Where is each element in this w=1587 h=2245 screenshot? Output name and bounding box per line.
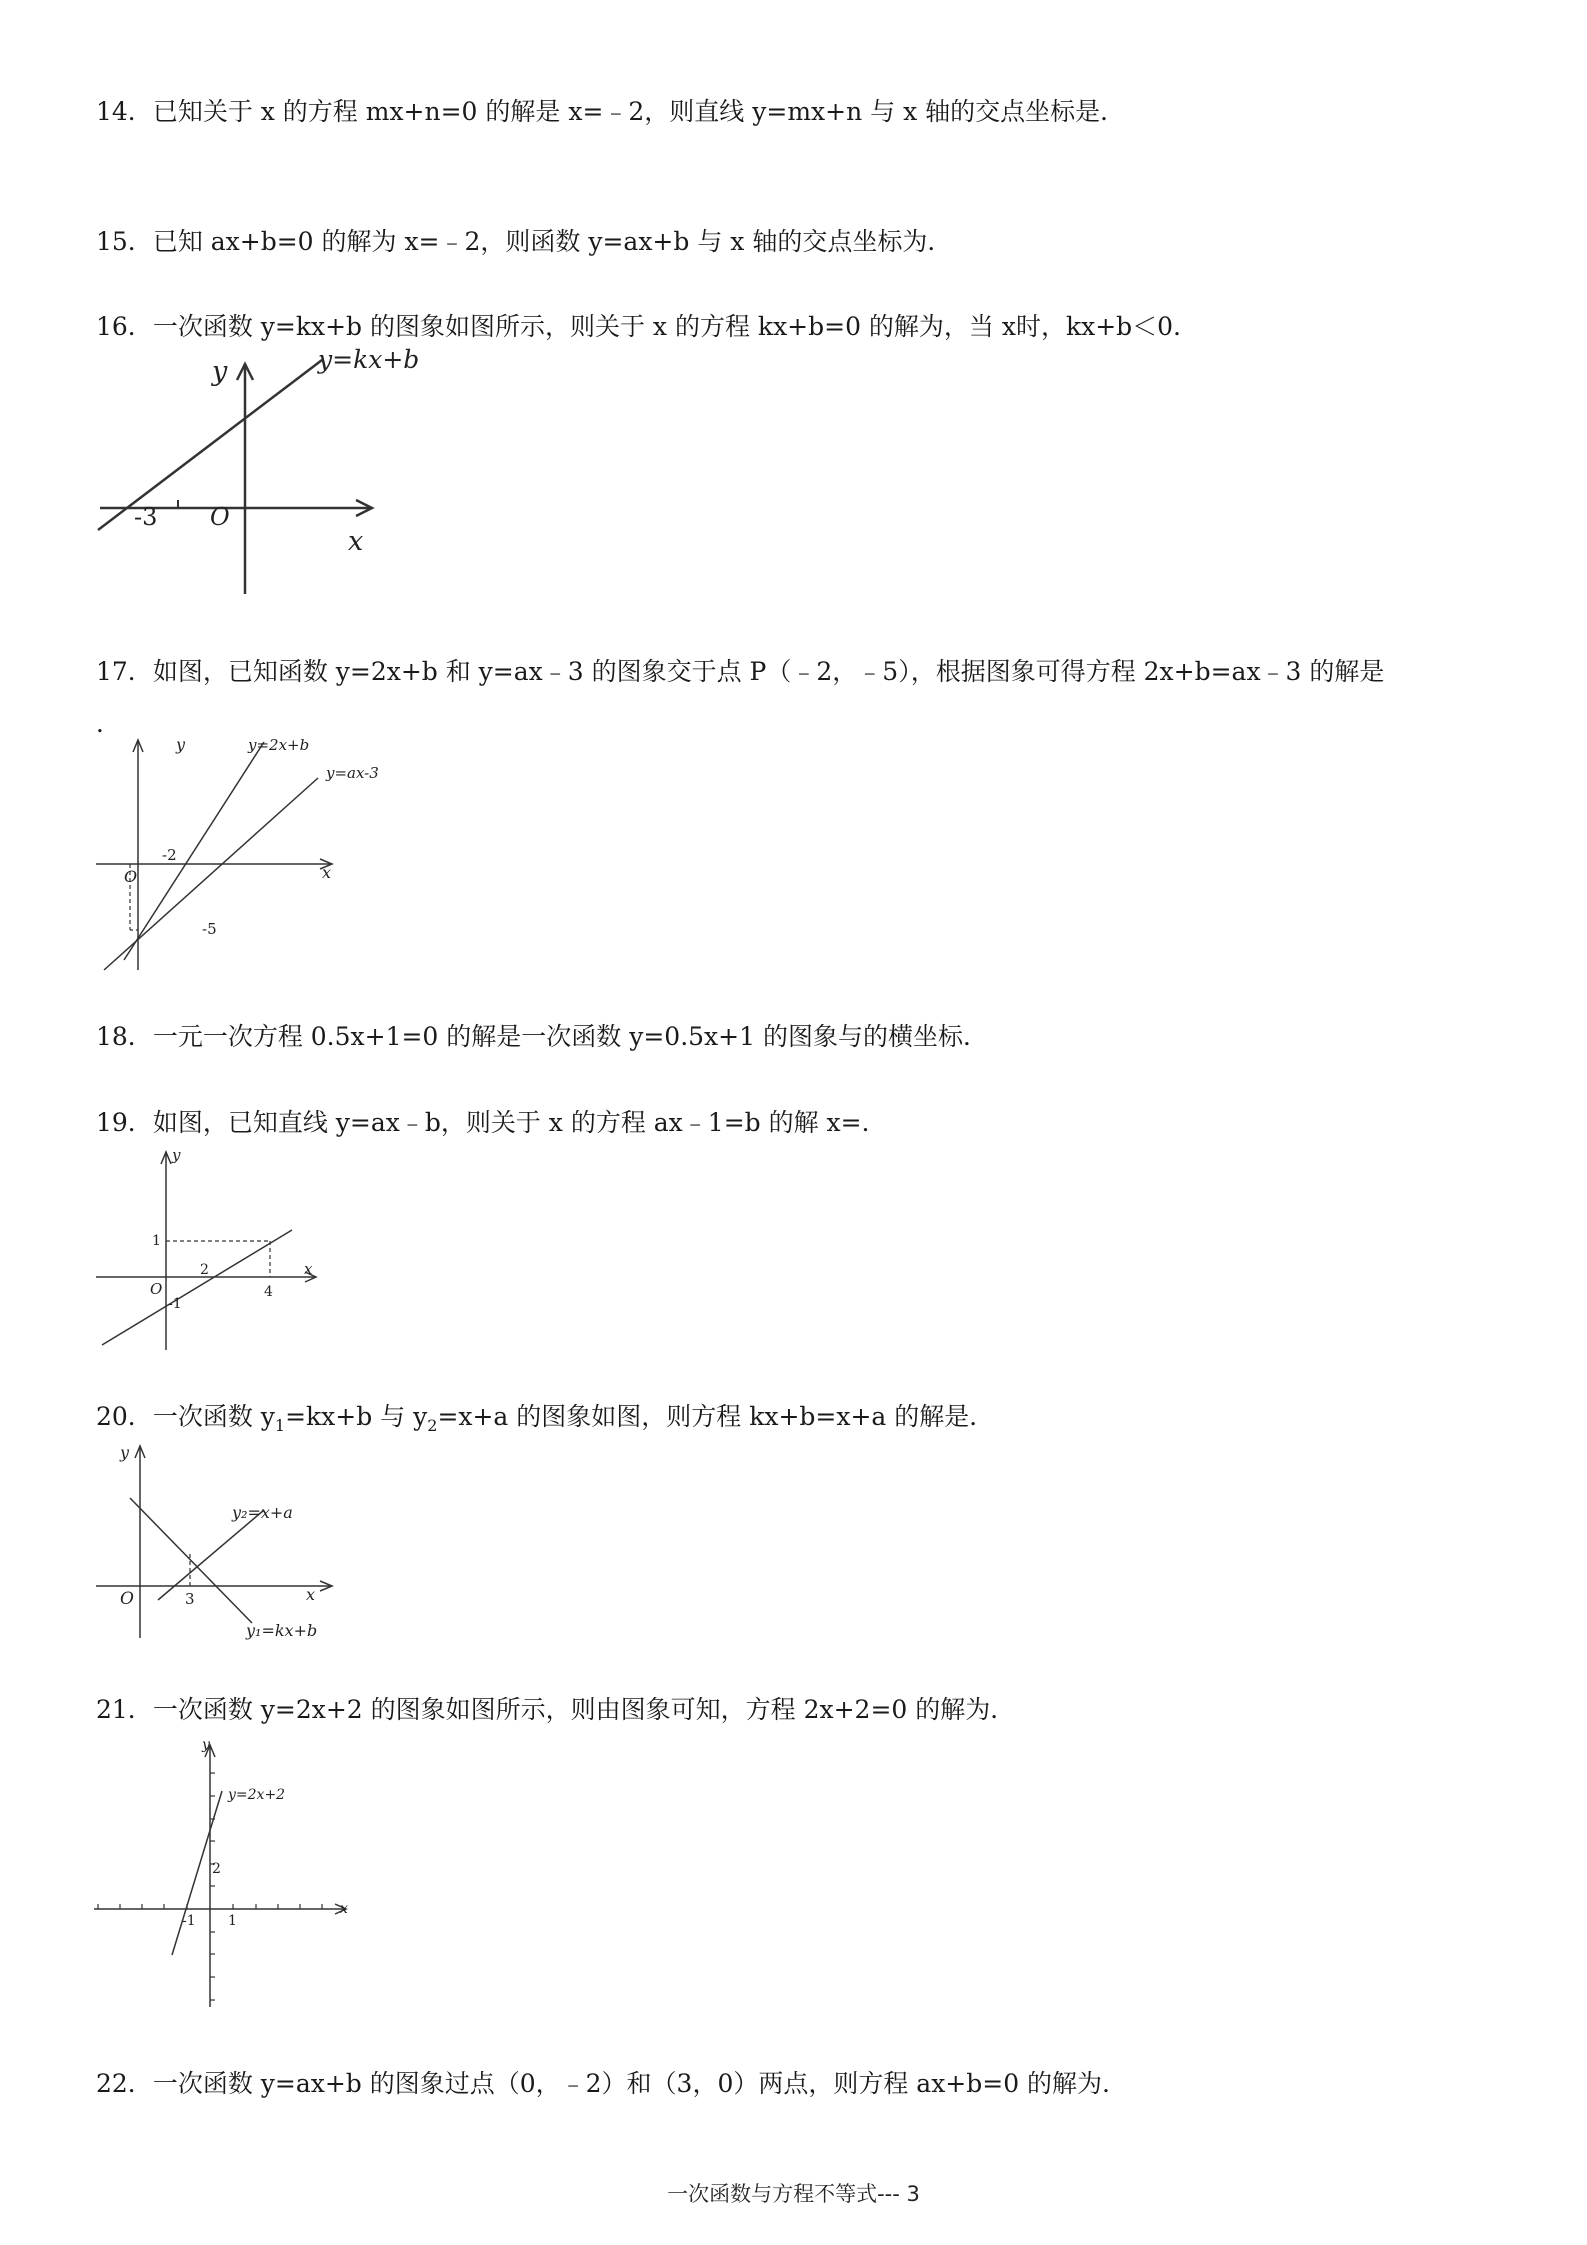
y-label: y bbox=[176, 735, 186, 754]
tick-label: -3 bbox=[134, 503, 158, 531]
question-number: 14． bbox=[96, 97, 153, 126]
tick-minus1-label: -1 bbox=[168, 1296, 182, 1312]
question-number: 19． bbox=[96, 1108, 153, 1137]
figure-21 bbox=[90, 1735, 370, 2015]
tick-x-label: -2 bbox=[162, 846, 177, 864]
y-label: y bbox=[172, 1146, 181, 1164]
question-text: 一元一次方程 0.5x+1=0 的解是一次函数 y=0.5x+1 的图象与 bbox=[152, 1022, 863, 1051]
question-18: 18．一元一次方程 0.5x+1=0 的解是一次函数 y=0.5x+1 的图象与的横坐标． bbox=[96, 1022, 988, 1051]
question-number: 16． bbox=[96, 312, 153, 341]
question-number: 15． bbox=[96, 227, 153, 256]
x-label: x bbox=[340, 1901, 348, 1917]
question-text: 如图，已知直线 y=ax﹣b，则关于 x 的方程 ax﹣1=b 的解 x= bbox=[152, 1108, 862, 1137]
question-19: 19．如图，已知直线 y=ax﹣b，则关于 x 的方程 ax﹣1=b 的解 x=． bbox=[96, 1108, 887, 1137]
question-text: 已知关于 x 的方程 mx+n=0 的解是 x=﹣2，则直线 y=mx+n 与 x 轴的交点坐标是 bbox=[152, 97, 1101, 126]
x-label: x bbox=[348, 526, 364, 557]
x-label: x bbox=[306, 1585, 316, 1604]
y-label: y bbox=[120, 1443, 130, 1462]
line-label: y=2x+2 bbox=[228, 1787, 286, 1803]
x-label: x bbox=[304, 1260, 313, 1278]
line2-label: y₂=x+a bbox=[232, 1503, 293, 1522]
origin-label: O bbox=[210, 503, 230, 531]
tick-1-label: 1 bbox=[228, 1913, 237, 1929]
question-15: 15．已知 ax+b=0 的解为 x=﹣2，则函数 y=ax+b 与 x 轴的交点坐标为． bbox=[96, 227, 953, 256]
question-21: 21．一次函数 y=2x+2 的图象如图所示，则由图象可知，方程 2x+2=0 的解为． bbox=[96, 1695, 1016, 1724]
tick-3-label: 3 bbox=[185, 1590, 195, 1608]
question-17: 17．如图，已知函数 y=2x+b 和 y=ax﹣3 的图象交于点 P（﹣2，﹣5），根据图象可得方程 2x+b=ax﹣3 的解是 ． bbox=[96, 657, 1385, 738]
tick-2-label: 2 bbox=[212, 1861, 221, 1877]
question-text: 如图，已知函数 y=2x+b 和 y=ax﹣3 的图象交于点 P（﹣2，﹣5），根据图象可得方程 2x+b=ax﹣3 的解是 bbox=[152, 657, 1385, 686]
question-number: 21． bbox=[96, 1695, 153, 1724]
question-number: 22． bbox=[96, 2069, 153, 2098]
question-text: 一次函数 y=kx+b 的图象如图所示，则关于 x 的方程 kx+b=0 的解为 bbox=[152, 312, 944, 341]
question-number: 17． bbox=[96, 657, 153, 686]
x-label: x bbox=[322, 863, 332, 882]
question-20: 20．一次函数 $y_1=kx+b$ 与 $y_2=x+a$ 的图象如图，则方程 kx+b=x+a 的解是． bbox=[96, 1402, 995, 1435]
question-16: 16．一次函数 y=kx+b 的图象如图所示，则关于 x 的方程 kx+b=0 的解为，当 x时，kx+b＜0． bbox=[96, 312, 1199, 341]
question-number: 18． bbox=[96, 1022, 153, 1051]
question-text: 已知 ax+b=0 的解为 x=﹣2，则函数 y=ax+b 与 x 轴的交点坐标为 bbox=[152, 227, 928, 256]
figure-19 bbox=[90, 1144, 410, 1364]
line-label: y=kx+b bbox=[318, 345, 420, 374]
line1-label: y₁=kx+b bbox=[246, 1621, 318, 1640]
y-label: y bbox=[212, 356, 228, 387]
origin-label: O bbox=[120, 1589, 134, 1609]
figure-16 bbox=[90, 345, 430, 600]
figure-20 bbox=[90, 1438, 410, 1648]
question-22: 22．一次函数 y=ax+b 的图象过点（0，﹣2）和（3，0）两点，则方程 ax+b=0 的解为． bbox=[96, 2069, 1128, 2098]
line1-label: y=2x+b bbox=[248, 736, 310, 754]
y-label: y bbox=[202, 1737, 210, 1753]
tick-minus1-label: -1 bbox=[182, 1913, 196, 1929]
origin-label: O bbox=[124, 867, 138, 886]
origin-label: O bbox=[150, 1280, 163, 1298]
tick-2-label: 2 bbox=[200, 1262, 209, 1278]
question-number: 20． bbox=[96, 1402, 153, 1431]
tick-4-label: 4 bbox=[264, 1284, 273, 1300]
line-2x-b bbox=[124, 742, 264, 960]
page-footer: 一次函数与方程不等式--- 3 bbox=[667, 2182, 920, 2206]
figure-17 bbox=[90, 730, 410, 980]
tick-y-label: -5 bbox=[202, 920, 217, 938]
question-text: 一次函数 y=ax+b 的图象过点（0，﹣2）和（3，0）两点，则方程 ax+b=0 的解为 bbox=[152, 2069, 1103, 2098]
question-text: 一次函数 y=2x+2 的图象如图所示，则由图象可知，方程 2x+2=0 的解为 bbox=[152, 1695, 991, 1724]
tick-1-label: 1 bbox=[152, 1233, 161, 1249]
line2-label: y=ax-3 bbox=[326, 764, 379, 782]
question-14: 14．已知关于 x 的方程 mx+n=0 的解是 x=﹣2，则直线 y=mx+n 与 x 轴的交点坐标是． bbox=[96, 97, 1126, 126]
